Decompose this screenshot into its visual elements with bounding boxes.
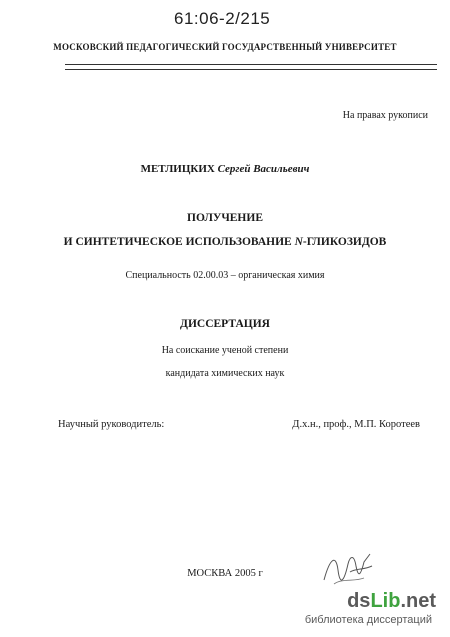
- brand-part-lib: Lib: [370, 590, 401, 612]
- dslib-caption: библиотека диссертаций: [304, 614, 432, 626]
- brand-part-ds: ds: [347, 590, 371, 612]
- title-italic-n: N: [294, 236, 303, 248]
- thesis-title-line-2: [0, 236, 450, 248]
- degree-line-1: На соискание ученой степени: [161, 345, 289, 356]
- title-part-b: -ГЛИКОЗИДОВ: [302, 236, 387, 248]
- specialty: Специальность 02.00.03 – органическая химия: [125, 270, 325, 281]
- university-name: МОСКОВСКИЙ ПЕДАГОГИЧЕСКИЙ ГОСУДАРСТВЕННЫЙ УНИВЕРСИТЕТ: [53, 42, 397, 52]
- document-type: ДИССЕРТАЦИЯ: [180, 318, 270, 330]
- thesis-title-line-1: ПОЛУЧЕНИЕ: [187, 212, 263, 224]
- degree-line-2: кандидата химических наук: [165, 368, 285, 379]
- archive-stamp: 61:06-2/215: [174, 9, 271, 28]
- author-surname: МЕТЛИЦКИХ: [140, 163, 215, 175]
- brand-part-net: .net: [400, 590, 436, 612]
- title-part-a: И СИНТЕТИЧЕСКОЕ ИСПОЛЬЗОВАНИЕ: [63, 236, 295, 248]
- supervisor-name: Д.х.н., проф., М.П. Коротеев: [292, 419, 420, 430]
- header-rule-bottom: [65, 69, 437, 70]
- dslib-logo: [347, 590, 436, 613]
- manuscript-rights-note: На правах рукописи: [342, 110, 428, 121]
- author-name: [0, 163, 450, 175]
- author-given-name: Сергей Васильевич: [217, 163, 310, 175]
- city-and-year: МОСКВА 2005 г: [187, 568, 263, 579]
- header-rule-top: [65, 64, 437, 65]
- supervisor-label: Научный руководитель:: [58, 419, 165, 430]
